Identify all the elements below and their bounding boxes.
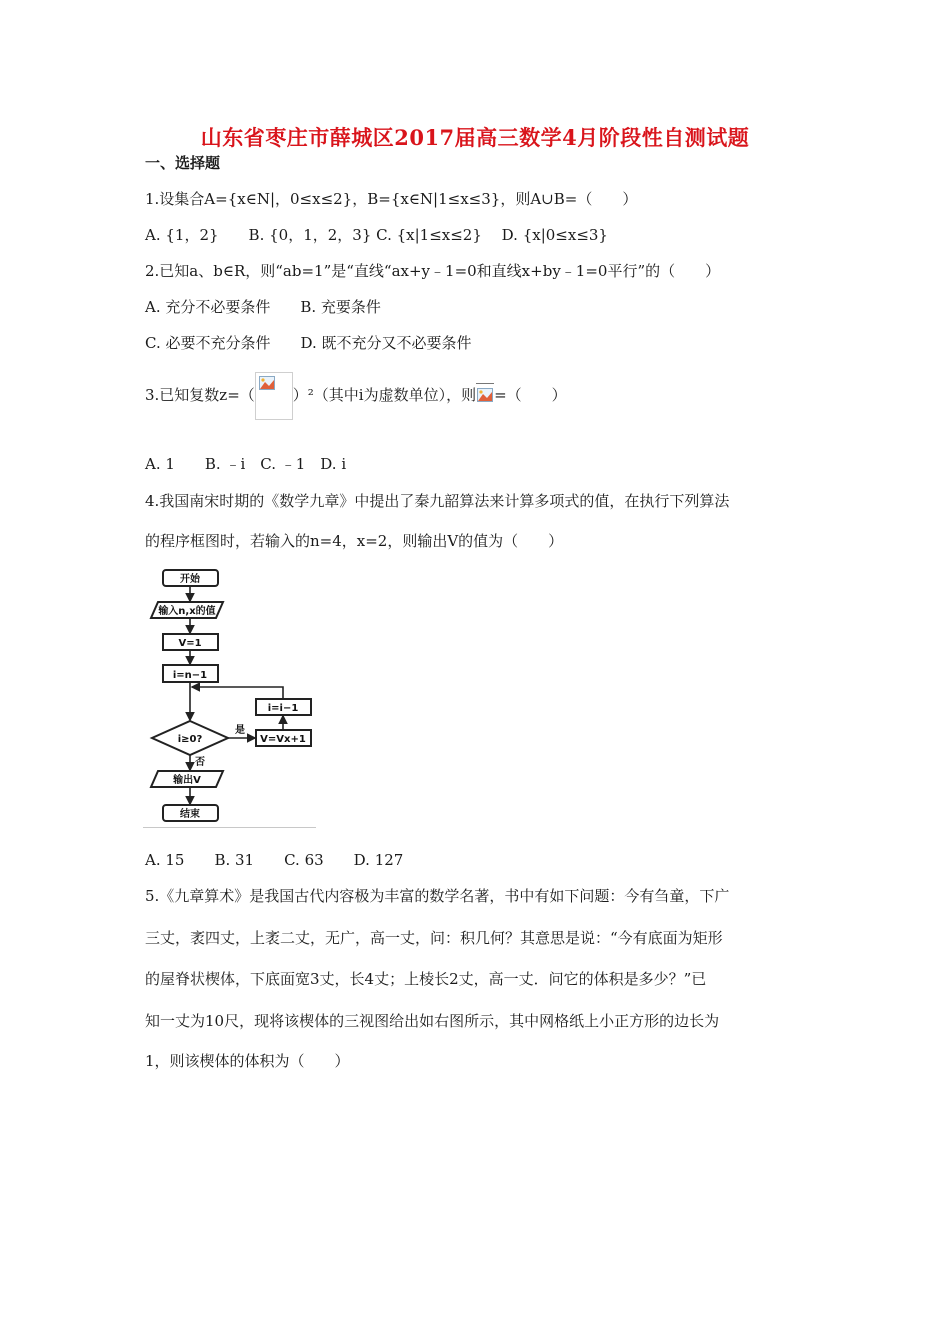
flowchart bbox=[143, 565, 318, 831]
flow-cond-label: i≥0? bbox=[177, 734, 203, 745]
q5-line5: 1，则该楔体的体积为（ ） bbox=[145, 1052, 350, 1070]
q3-suffix: =（ ） bbox=[494, 386, 567, 404]
q3-stem bbox=[145, 372, 567, 420]
broken-image-icon bbox=[476, 383, 494, 408]
flow-init-v-label: V=1 bbox=[178, 638, 202, 649]
q3-mid: ）²（其中i为虚数单位），则 bbox=[292, 386, 477, 404]
flow-end-label: 结束 bbox=[180, 809, 200, 820]
flow-no-label: 否 bbox=[195, 757, 205, 768]
q3-options: A. 1 B. ﹣i C. ﹣1 D. i bbox=[145, 455, 347, 473]
q2-stem: 2.已知a、b∈R，则“ab=1”是“直线“ax+y﹣1=0和直线x+by﹣1=0平行”的（ ） bbox=[145, 262, 721, 280]
figure-divider bbox=[143, 827, 316, 828]
q5-line4: 知一丈为10尺，现将该楔体的三视图给出如右图所示，其中网格纸上小正方形的边长为 bbox=[145, 1012, 720, 1030]
flow-update-i-label: i=i−1 bbox=[267, 703, 299, 714]
q3-prefix: 3.已知复数z=（ bbox=[145, 386, 255, 404]
q4-line1: 4.我国南宋时期的《数学九章》中提出了秦九韶算法来计算多项式的值，在执行下列算法 bbox=[145, 492, 730, 510]
q1-stem: 1.设集合A={x∈N|，0≤x≤2}，B={x∈N|1≤x≤3}，则A∪B=（ ） bbox=[145, 190, 638, 208]
q5-line1: 5.《九章算术》是我国古代内容极为丰富的数学名著，书中有如下问题：今有刍童，下广 bbox=[145, 887, 730, 905]
flow-init-i-label: i=n−1 bbox=[172, 670, 208, 681]
flow-update-v-label: V=Vx+1 bbox=[260, 734, 306, 745]
q2-options-ab: A. 充分不必要条件 B. 充要条件 bbox=[145, 298, 381, 316]
q4-options: A. 15 B. 31 C. 63 D. 127 bbox=[145, 851, 404, 869]
q4-line2: 的程序框图时，若输入的n=4，x=2，则输出V的值为（ ） bbox=[145, 532, 564, 550]
flow-input-label: 输入n,x的值 bbox=[158, 606, 216, 617]
flow-output-label: 输出V bbox=[173, 775, 201, 786]
flow-start-label: 开始 bbox=[180, 574, 200, 585]
q5-line3: 的屋脊状楔体，下底面宽3丈，长4丈；上棱长2丈，高一丈．问它的体积是多少？”已 bbox=[145, 970, 707, 988]
page-title: 山东省枣庄市薛城区2017届高三数学4月阶段性自测试题 bbox=[200, 125, 750, 150]
q5-line2: 三丈，袤四丈，上袤二丈，无广，高一丈，问：积几何？其意思是说：“今有底面为矩形 bbox=[145, 929, 723, 947]
q2-options-cd: C. 必要不充分条件 D. 既不充分又不必要条件 bbox=[145, 334, 472, 352]
broken-image-icon bbox=[255, 372, 293, 420]
section-heading: 一、选择题 bbox=[145, 154, 221, 172]
flow-yes-label: 是 bbox=[235, 725, 245, 736]
q1-options: A. {1，2} B. {0，1，2，3} C. {x|1≤x≤2} D. {x|0≤x≤3} bbox=[145, 226, 608, 244]
